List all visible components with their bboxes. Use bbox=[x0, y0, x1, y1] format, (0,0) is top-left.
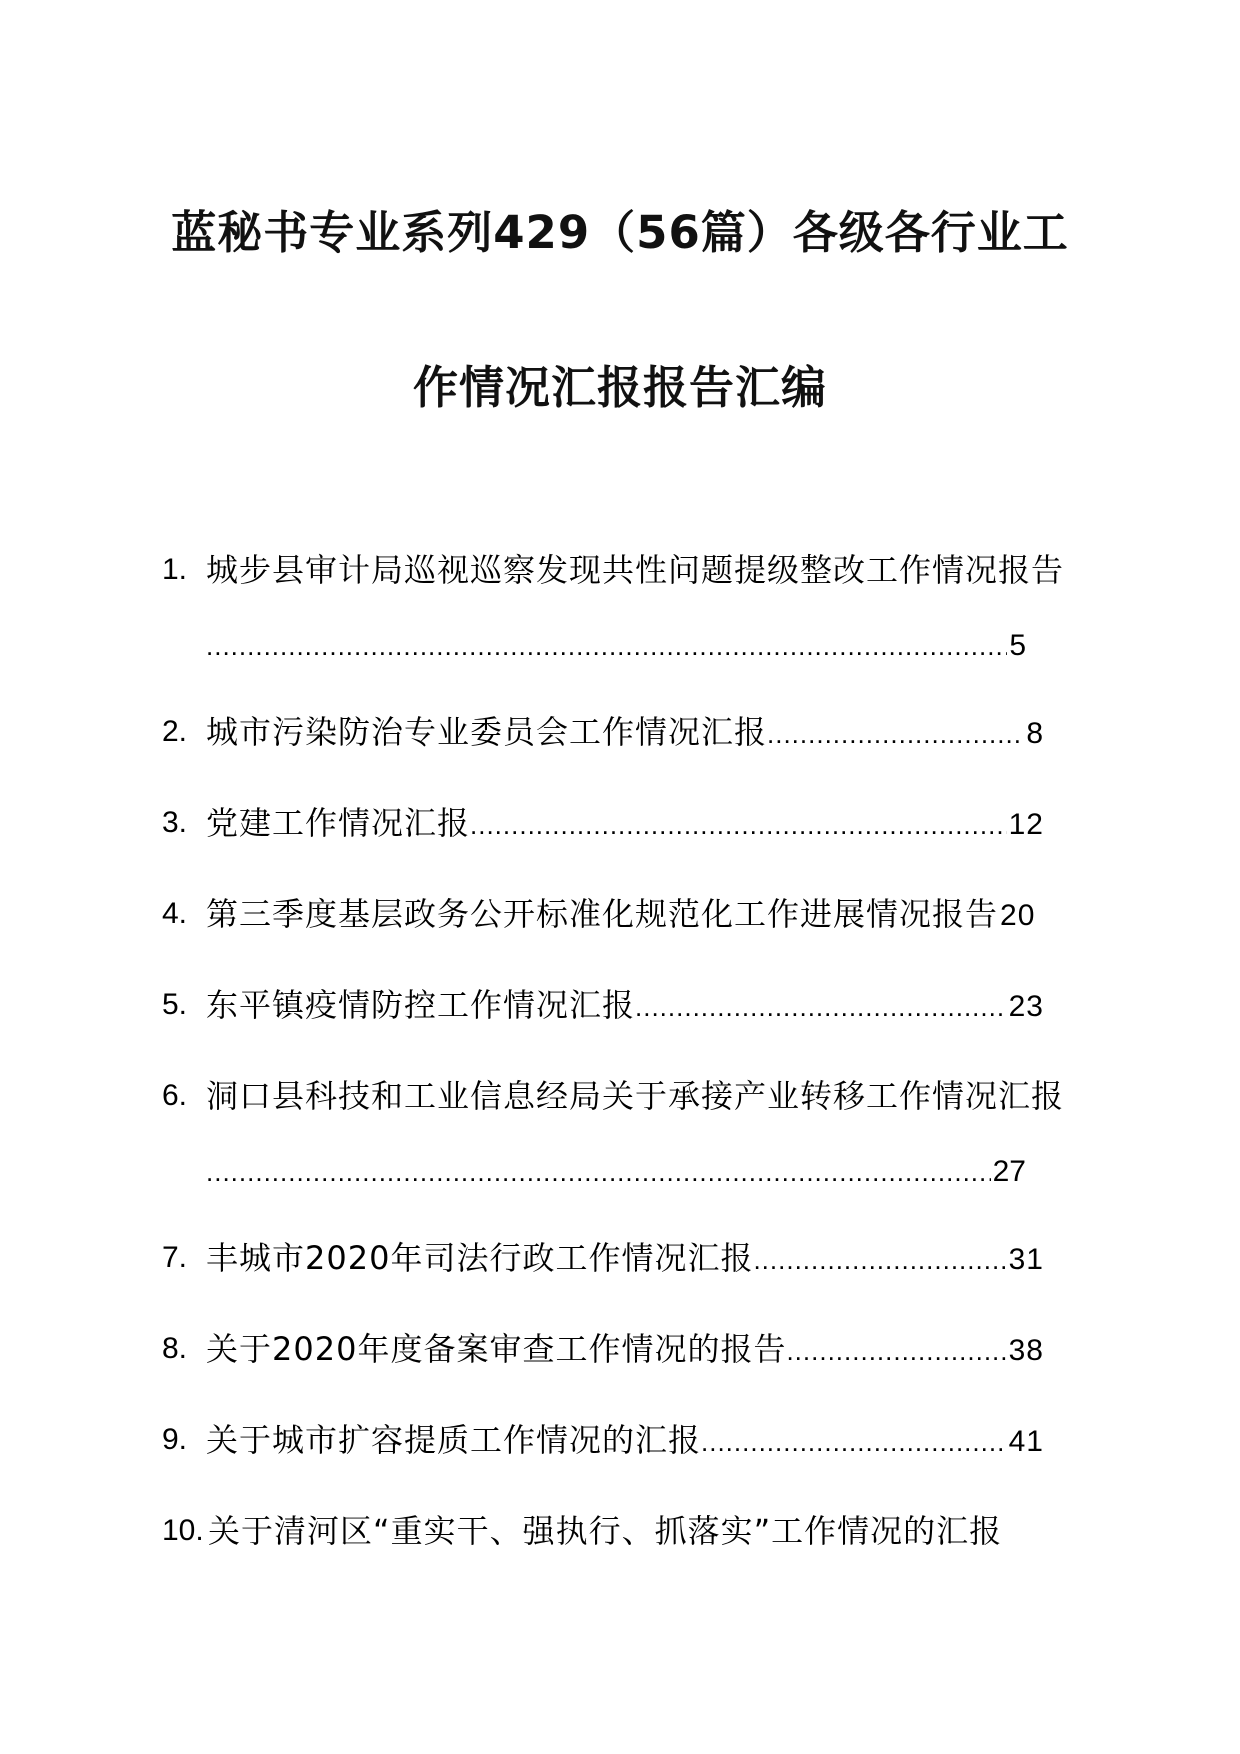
toc-entry-title: 党建工作情况汇报 bbox=[206, 804, 471, 842]
toc-entry-10[interactable] bbox=[162, 1509, 1092, 1553]
document-title-line-1: 蓝秘书专业系列429（56篇）各级各行业工 bbox=[171, 206, 1069, 259]
toc-entry-title: 丰城市2020年司法行政工作情况汇报 bbox=[206, 1239, 754, 1277]
toc-leader-dots bbox=[470, 803, 1007, 847]
toc-entry-page: 20 bbox=[1000, 899, 1036, 932]
toc-entry-title: 城步县审计局巡视巡察发现共性问题提级整改工作情况报告 bbox=[206, 551, 1065, 589]
toc-entry-page: 31 bbox=[1008, 1243, 1044, 1276]
toc-entry-number: 8. bbox=[162, 1332, 188, 1365]
toc-entry-page: 12 bbox=[1008, 808, 1044, 841]
toc-entry-title: 城市污染防治专业委员会工作情况汇报 bbox=[206, 713, 768, 751]
toc-entry-page: 41 bbox=[1008, 1425, 1044, 1458]
toc-leader-dots bbox=[206, 1150, 991, 1194]
toc-entry-1-continuation[interactable] bbox=[206, 624, 1026, 668]
toc-entry-number: 6. bbox=[162, 1079, 188, 1112]
toc-entry-number: 7. bbox=[162, 1241, 188, 1274]
toc-entry-3[interactable] bbox=[162, 801, 1092, 845]
toc-entry-title: 洞口县科技和工业信息经局关于承接产业转移工作情况汇报 bbox=[206, 1077, 1065, 1115]
toc-leader-dots bbox=[206, 624, 1007, 668]
toc-entry-7[interactable] bbox=[162, 1236, 1092, 1280]
toc-entry-page: 38 bbox=[1008, 1334, 1044, 1367]
toc-entry-page: 23 bbox=[1008, 990, 1044, 1023]
toc-entry-page: 5 bbox=[1009, 629, 1026, 662]
toc-entry-title: 关于清河区“重实干、强执行、抓落实”工作情况的汇报 bbox=[208, 1512, 1003, 1550]
toc-entry-number: 5. bbox=[162, 988, 188, 1021]
toc-entry-number: 4. bbox=[162, 897, 188, 930]
toc-entry-9[interactable] bbox=[162, 1418, 1092, 1462]
toc-leader-dots bbox=[635, 985, 1007, 1029]
document-title-line-2: 作情况汇报报告汇编 bbox=[412, 361, 827, 414]
toc-entry-1[interactable] bbox=[162, 548, 1092, 592]
toc-entry-number: 9. bbox=[162, 1423, 188, 1456]
toc-entry-number: 3. bbox=[162, 806, 188, 839]
toc-entry-title: 东平镇疫情防控工作情况汇报 bbox=[206, 986, 636, 1024]
toc-entry-title: 第三季度基层政务公开标准化规范化工作进展情况报告 bbox=[206, 895, 999, 933]
toc-entry-6-continuation[interactable] bbox=[206, 1150, 1026, 1194]
toc-entry-number: 2. bbox=[162, 715, 188, 748]
toc-entry-title: 关于2020年度备案审查工作情况的报告 bbox=[206, 1330, 787, 1368]
toc-entry-6[interactable] bbox=[162, 1074, 1092, 1118]
toc-entry-page: 27 bbox=[992, 1155, 1026, 1188]
toc-entry-number: 10. bbox=[162, 1514, 204, 1547]
toc-leader-dots bbox=[701, 1420, 1007, 1464]
toc-entry-page: 8 bbox=[1026, 717, 1044, 750]
toc-entry-2[interactable] bbox=[162, 710, 1092, 754]
toc-leader-dots bbox=[786, 1329, 1006, 1373]
toc-entry-number: 1. bbox=[162, 553, 188, 586]
toc-leader-dots bbox=[753, 1238, 1006, 1282]
toc-entry-5[interactable] bbox=[162, 983, 1092, 1027]
toc-leader-dots bbox=[767, 712, 1024, 756]
toc-entry-8[interactable] bbox=[162, 1327, 1092, 1371]
toc-entry-title: 关于城市扩容提质工作情况的汇报 bbox=[206, 1421, 702, 1459]
toc-entry-4[interactable] bbox=[162, 892, 1092, 936]
